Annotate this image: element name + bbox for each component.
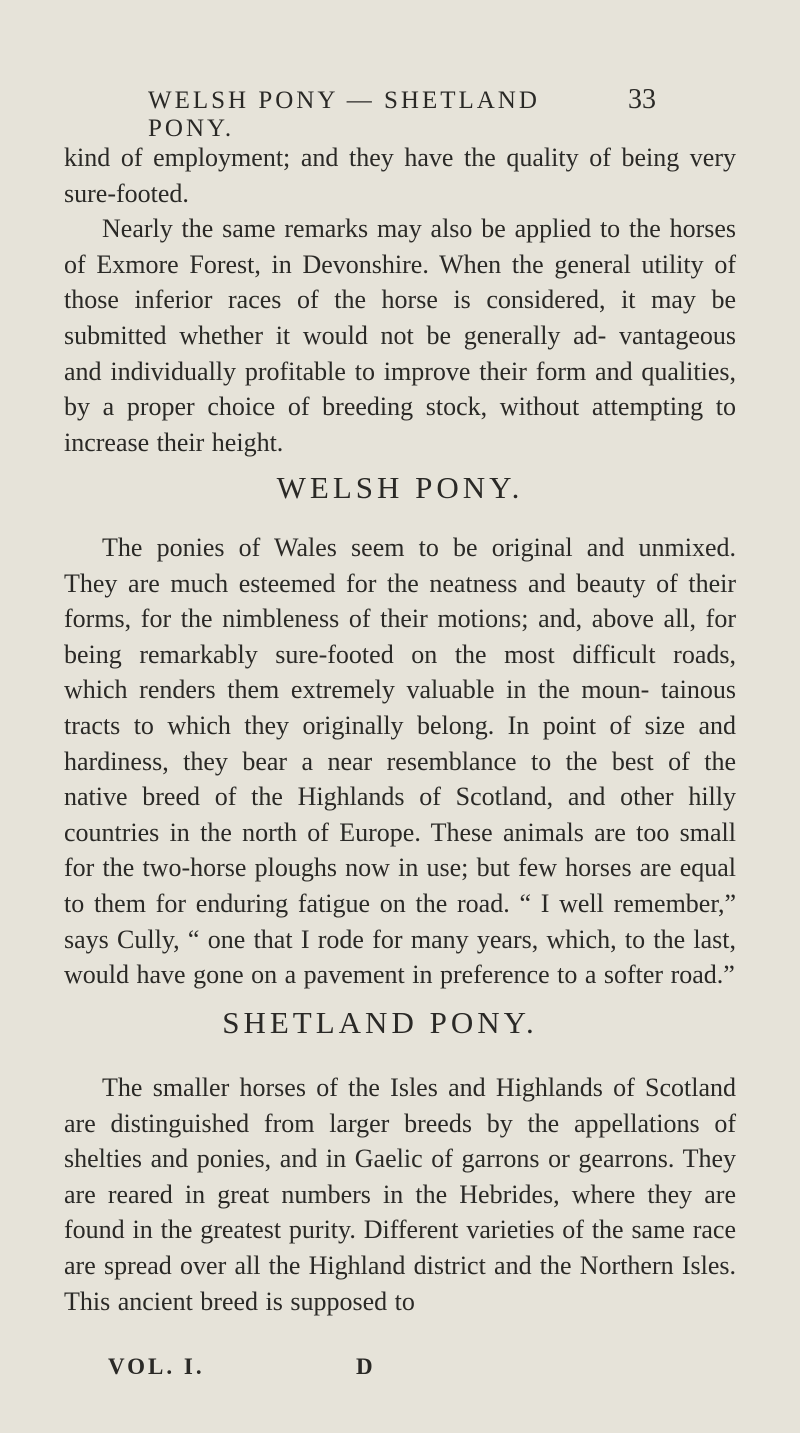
running-title: WELSH PONY — SHETLAND PONY. <box>148 87 540 142</box>
page-number: 33 <box>628 84 656 115</box>
volume-label: VOL. I. <box>108 1354 205 1379</box>
shetland-section <box>64 1070 736 1319</box>
exmore-paragraph: Nearly the same remarks may also be applied to the horses of Exmore Forest, in Devonshire. When the general utility of those inferior races of the horse is considered, it may be submitted whether it would not be generally ad- vantageous and individually profitable to improve their form and qualities, by a proper choice of breeding stock, without attempting to increase their height. <box>64 214 736 457</box>
continued-paragraph: kind of employment; and they have the quality of being very sure-footed. <box>64 143 736 208</box>
welsh-pony-heading: WELSH PONY. <box>276 470 524 505</box>
shetland-paragraph: The smaller horses of the Isles and Highlands of Scotland are distinguished from larger breeds by the appellations of shelties and ponies, and in Gaelic of garrons or gearrons. They are reared in great numbers in the Hebrides, where they are found in the greatest purity. Different varieties of the same race are spread over all the Highland district and the Northern Isles. This ancient breed is supposed to <box>64 1073 736 1316</box>
intro-section <box>64 140 736 460</box>
welsh-section <box>64 530 736 993</box>
page-footer <box>108 1354 376 1380</box>
signature-mark: D <box>356 1354 376 1379</box>
running-header <box>148 84 656 143</box>
shetland-pony-heading: SHETLAND PONY. <box>222 1005 538 1040</box>
welsh-paragraph: The ponies of Wales seem to be original and unmixed. They are much esteemed for the neatness and beauty of their forms, for the nimbleness of their motions; and, above all, for being remarkably sure-footed on the most difficult roads, which renders them extremely valuable in the moun- tainous tracts to which they originally belong. In point of size and hardiness, they bear a near resemblance to the best of the native breed of the Highlands of Scotland, and other hilly countries in the north of Europe. These animals are too small for the two-horse ploughs now in use; but few horses are equal to them for enduring fatigue on the road. “ I well remember,” says Cully, “ one that I rode for many years, which, to the last, would have gone on a pavement in preference to a softer road.” <box>64 533 736 990</box>
